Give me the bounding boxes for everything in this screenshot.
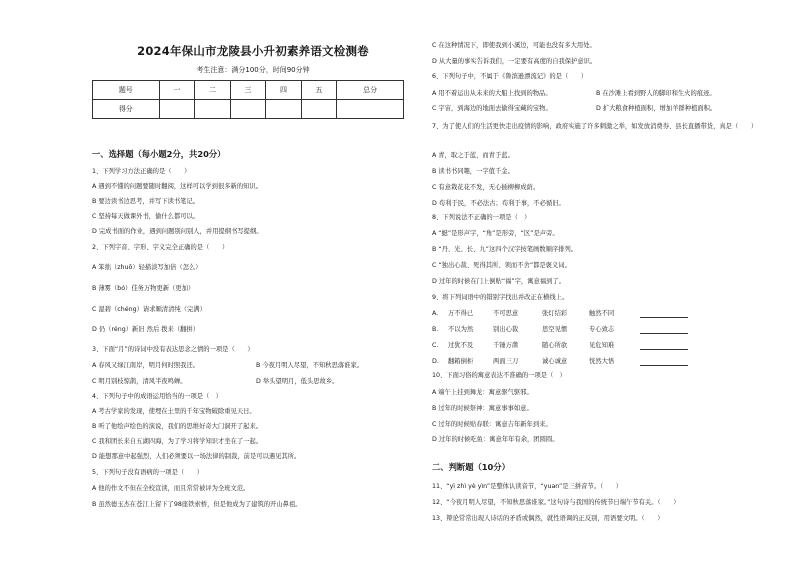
q9-word: 万不得已 (448, 310, 474, 317)
q9-row-label: B. (432, 326, 439, 333)
option: A 端午上挂到舞龙：寓意驱气驱邪。 (432, 389, 533, 396)
option: C 我和团长来自五湖四海，为了学习将学知识才坐在了一起。 (92, 438, 263, 445)
q9-word: 千锤万凿 (493, 342, 519, 349)
q9-word: 诚心诚意 (542, 358, 568, 365)
option: A 用不着运出从未来的大船上找到的物品。 (432, 90, 552, 97)
score-header-cell: 五 (301, 81, 337, 100)
option: A 春风又绿江南岸，明月何时照我还。 (92, 362, 200, 369)
answer-blank[interactable] (640, 358, 688, 366)
score-header-cell: 四 (266, 81, 302, 100)
option: D 举头望明月，低头思故乡。 (256, 378, 339, 385)
option: D 过年的时候吃鱼：寓意年年有余，团圆圆。 (432, 436, 559, 443)
page-title: 2024年保山市龙陵县小升初素养语文检测卷 (137, 44, 369, 58)
question-stem: 6、下列句子中，不属于《鲁滨逊漂流记》的是（ ） (432, 73, 588, 80)
q9-word: 思空见惯 (542, 326, 568, 333)
q9-word: 不可思意 (493, 310, 519, 317)
question-stem: 10、下面习俗的寓意表达不准确的一项是（ ） (432, 372, 566, 379)
judge-question: 11、“yì zhì yè yìn”是整体认读音节，“yuan”是三拼音节。（ ） (432, 483, 623, 490)
option: A 青，取之于蓝，而青于蓝。 (432, 152, 514, 159)
question-stem: 5、下列句子没有语病的一项是（ ） (92, 469, 204, 476)
score-cell[interactable] (159, 100, 195, 119)
option: B 过年的时候祭神：寓意事事如意。 (432, 405, 533, 412)
section-heading: 一、选择题（每小题2分，共20分） (92, 149, 226, 159)
score-header-cell: 一 (159, 81, 195, 100)
question-stem: 2、下列字音、字形、字义完全正确的是（ ） (92, 244, 229, 251)
option: C “独出心裁、死得其所、领而不舍”都是褒义词。 (432, 262, 571, 269)
question-stem: 9、将下列词语中的错别字找出并改正在横线上。 (432, 294, 569, 301)
option: B 今夜月明人尽望，不知秋思落谁家。 (256, 362, 364, 369)
option: A 考古学家的发现，使埋在土里的千年宝物破除重见天日。 (92, 408, 256, 415)
score-cell[interactable] (195, 100, 231, 119)
score-header-cell: 总分 (337, 81, 404, 100)
question-stem: 1、下列学习方法正确的是（ ） (92, 168, 191, 175)
score-cell[interactable] (301, 100, 337, 119)
option: B 听了他绘声绘色的演说，我们的思维好奇大门洞开了起来。 (92, 423, 263, 430)
q9-row-label: A. (432, 310, 439, 317)
score-header-cell: 题号 (93, 81, 160, 100)
question-stem: 4、下列句子中的成语运用恰当的一项是（ ） (92, 393, 222, 400)
q9-word: 张灯结彩 (542, 310, 568, 317)
score-header-cell: 三 (230, 81, 266, 100)
score-table-header-row (93, 81, 404, 100)
option: B 在沙滩上看到野人的脚印和生火的痕迹。 (596, 90, 716, 97)
score-cell[interactable] (266, 100, 302, 119)
judge-question: 13、辩论常常出现人诗话的矛盾或偶然，就性语调的正反别，用语要文明。（ ） (432, 515, 664, 522)
question-stem: 3、下面“月”的诗词中没有表达思念之情的一项是（ ） (92, 346, 254, 353)
section-heading: 二、判断题（10分） (432, 462, 510, 472)
score-cell[interactable] (337, 100, 404, 119)
option: B 要边读书边思考，并写下读书笔记。 (92, 198, 200, 205)
option: D 仍（réng）新旧 然后 拨来（翻拼） (92, 326, 200, 333)
option: C 过年的时候贴春联：寓意吉年新年到来。 (432, 421, 552, 428)
option: C 有意栽花花不发，无心插柳柳成荫。 (432, 184, 540, 191)
score-row-label: 得分 (93, 100, 160, 119)
q9-word: 别出心裁 (493, 326, 519, 333)
option: A 遇到不懂的问题要随时翻阅，这样可以学到很多新的知识。 (92, 183, 263, 190)
q9-word: 过犹不及 (448, 342, 474, 349)
q9-word: 随心所欲 (542, 342, 568, 349)
option: C 湿碧（chéng）请求顺清清纯（完满） (92, 306, 206, 313)
option: D 完成书面的作业，遇到问题别问别人，并用提纲书写提纲。 (92, 228, 263, 235)
answer-blank[interactable] (640, 326, 688, 334)
answer-blank[interactable] (640, 310, 688, 318)
option: D 能想那意中起强烈，人们必须要以一场法律的制裁，前是可以遇见其所。 (92, 453, 301, 460)
option: B “丹、光、长、九”这四个汉字按笔画数顺序排列。 (432, 246, 578, 253)
question-stem: 8、下列说法不正确的一项是（ ） (432, 214, 531, 221)
option: D 过年的时候在门上倒贴“福”字，寓意福到了。 (432, 278, 566, 285)
option: C 明月别枝惊鹊，清风半夜鸣蝉。 (92, 378, 187, 385)
option: A 他的作文不但在全校宣读，而且常常被评为全班文范。 (92, 485, 250, 492)
q9-word: 两面三刀 (493, 358, 519, 365)
q9-word: 恍然大悟 (589, 358, 615, 365)
option: C 坚持每天做课外书，偷什么都可以。 (92, 213, 200, 220)
score-table (92, 80, 404, 119)
option: B 虽然德玉杰在苍江上留下了98座铁索桥，但是他成为了建筑的开山鼻祖。 (92, 501, 302, 508)
score-cell[interactable] (230, 100, 266, 119)
q9-word: 触然不同 (589, 310, 615, 317)
option: D 从大量的事实告诉我们，一定要有高度的自我保护意识。 (432, 58, 597, 65)
question-stem: 7、为了使人们的生活更快走出疫情的影响，政府实施了许多刺激之举，如发放消费券、县长直播带货，真是（ ） (432, 123, 758, 130)
answer-blank[interactable] (640, 342, 688, 350)
q9-word: 见危知难 (589, 342, 615, 349)
option: A “蜓”是形声字，“角”是形旁，“区”是声旁。 (432, 230, 559, 237)
option: B 读书书同趣，一字值千金。 (432, 168, 514, 175)
option: A 笨拙（zhuō）轻描淡写加倍（怎么） (92, 264, 202, 271)
q9-word: 不以为然 (448, 326, 474, 333)
option: C 在这种情况下，即使我到小溪边，可能也没有多大用处。 (432, 42, 596, 49)
q9-word: 翻箱倒柜 (448, 358, 474, 365)
score-table-score-row (93, 100, 404, 119)
exam-notice: 考生注意：满分100分，时间90分钟 (196, 66, 310, 74)
option: D 扩大粮食种植面积，增加羊群种植面积。 (596, 105, 717, 112)
option: B 薄雾（bó）佳务万物更新（更加） (92, 285, 195, 292)
q9-word: 专心致志 (589, 326, 615, 333)
option: C 宇宙，到海边的地面去偷得宝藏的宝物。 (432, 105, 552, 112)
q9-row-label: C. (432, 342, 439, 349)
q9-row-label: D. (432, 358, 439, 365)
judge-question: 12、“今夜月明人尽望，不知秋思落谁家。”这句诗与我国的传统节日端午节有关。（ ） (432, 499, 680, 506)
option: D 苟利于民，不必法古；苟利于事，不必循旧。 (432, 200, 565, 207)
score-header-cell: 二 (195, 81, 231, 100)
